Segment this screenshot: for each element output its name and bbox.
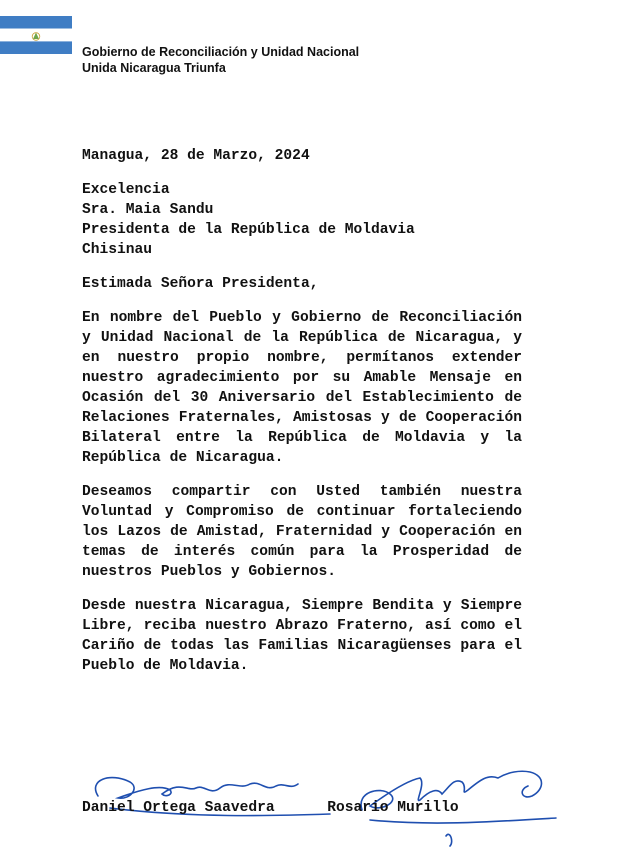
signature-block: [70, 760, 570, 850]
nicaragua-flag-icon: [0, 16, 72, 54]
recipient-line: Chisinau: [82, 242, 153, 258]
paragraph-commitment: Deseamos compartir con Usted también nuestra Voluntad y Compromiso de continuar fortaleciendo los Lazos de Amistad, Fraternidad y Cooperación en temas de interés común para la Prosperidad de nuestros Pueblos y Gobiernos.: [82, 484, 522, 580]
recipient-line: Sra. Maia Sandu: [82, 202, 214, 218]
paragraph-closing: Desde nuestra Nicaragua, Siempre Bendita y Siempre Libre, reciba nuestro Abrazo Fraterno, así como el Cariño de todas las Familias Nicaragüenses para el Pueblo de Moldavia.: [82, 598, 522, 674]
letter-date: Managua, 28 de Marzo, 2024: [82, 148, 310, 164]
recipient-line: Presidenta de la República de Moldavia: [82, 222, 415, 238]
salutation: Estimada Señora Presidenta,: [82, 276, 319, 292]
signer-murillo: Rosario Murillo: [327, 800, 459, 816]
government-name: Gobierno de Reconciliación y Unidad Nacional: [82, 45, 360, 59]
signature-names: [82, 800, 459, 816]
letterhead: [82, 44, 359, 76]
letter-body: [82, 146, 522, 676]
paragraph-thanks: En nombre del Pueblo y Gobierno de Reconciliación y Unidad Nacional de la República de Nicaragua, y en nuestro propio nombre, permítanos extender nuestro agradecimiento por su Amable Mensaje en Ocasión del 30 Aniversario del Establecimiento de Relaciones Fraternales, Amistosas y de Cooperación Bilateral entre la República de Moldavia y la República de Nicaragua.: [82, 310, 522, 466]
slogan: Unida Nicaragua Triunfa: [82, 61, 226, 75]
signer-ortega: Daniel Ortega Saavedra: [82, 800, 275, 816]
recipient-line: Excelencia: [82, 182, 170, 198]
